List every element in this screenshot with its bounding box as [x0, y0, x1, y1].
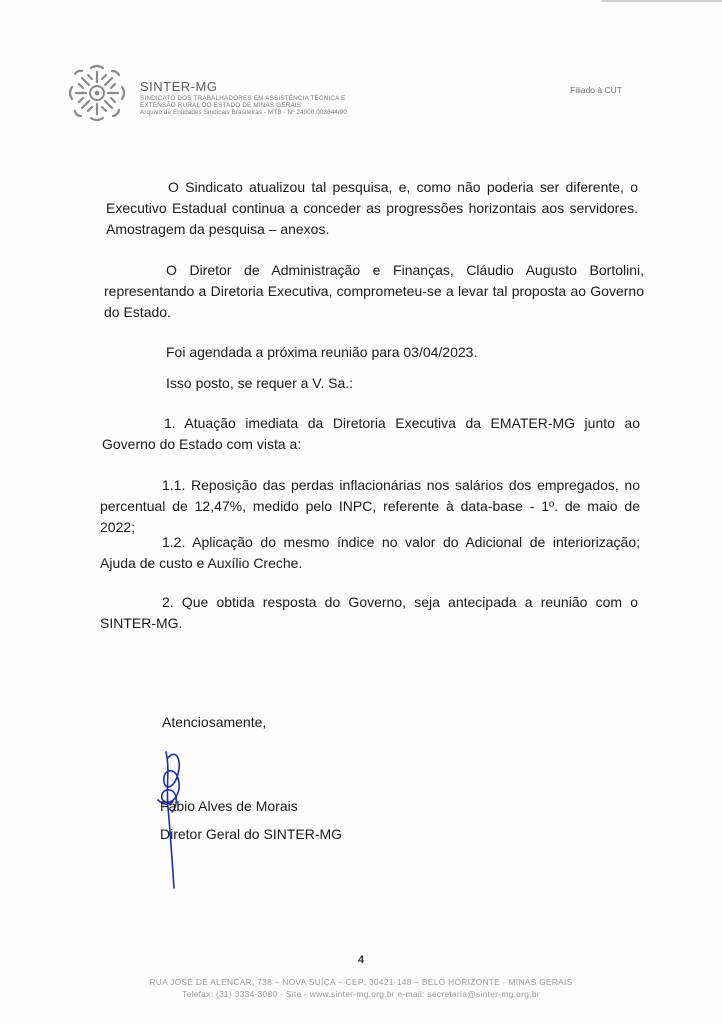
signer-name: Fábio Alves de Morais	[160, 798, 298, 814]
organization-header	[140, 80, 347, 117]
paragraph-6: 1.1. Reposição das perdas inflacionárias nos salários dos empregados, no percentual de 12,47%, medido pelo INPC, referente à data-base - 1º. de maio de 2022;	[100, 477, 640, 535]
paragraph-1: O Sindicato atualizou tal pesquisa, e, como não poderia ser diferente, o Executivo Estadual continua a conceder as progressões horizontais aos servidores. Amostragem da pesquisa – anexos.	[106, 179, 638, 237]
org-registration: Arquivo de Entidades Sindicais Brasileiras - MTB - Nº 24000.003644/90	[140, 109, 347, 117]
paragraph-7: 1.2. Aplicação do mesmo índice no valor do Adicional de interiorização; Ajuda de custo e Auxílio Creche.	[100, 534, 640, 571]
paragraph-3: Foi agendada a próxima reunião para 03/04/2023.	[166, 344, 478, 360]
paragraph-4: Isso posto, se requer a V. Sa.:	[166, 375, 354, 391]
signature-scribble	[148, 748, 198, 893]
salutation: Atenciosamente,	[162, 714, 267, 730]
page-number: 4	[357, 954, 365, 966]
page-footer	[0, 976, 722, 1000]
signer-role: Diretor Geral do SINTER-MG	[160, 826, 343, 842]
paragraph-8: 2. Que obtida resposta do Governo, seja antecipada a reunião com o SINTER-MG.	[100, 594, 638, 631]
paragraph-5: 1. Atuação imediata da Diretoria Executiva da EMATER-MG junto ao Governo do Estado com vista a:	[102, 415, 640, 452]
affiliation-label: Filiado à CUT	[570, 85, 622, 95]
org-full-name-line2: EXTENSÃO RURAL DO ESTADO DE MINAS GERAIS	[140, 102, 302, 110]
org-full-name-line1: SINDICATO DOS TRABALHADORES EM ASSISTÊNCIA TÉCNICA E	[140, 94, 346, 102]
footer-address: RUA JOSÉ DE ALENCAR, 738 – NOVA SUÍÇA – CEP: 30421-148 – BELO HORIZONTE - MINAS GERAIS	[149, 977, 573, 987]
org-name: SINTER-MG	[140, 79, 218, 94]
footer-contact: Telefax: (31) 3334-3080 - Site - www.sinter-mg.org.br e-mail: secretaria@sinter-mg.org.br	[182, 989, 540, 999]
scan-edge-line	[602, 0, 722, 2]
sinter-logo-icon	[66, 62, 128, 124]
paragraph-2: O Diretor de Administração e Finanças, Cláudio Augusto Bortolini, representando a Diretoria Executiva, comprometeu-se a levar tal proposta ao Governo do Estado.	[104, 262, 644, 320]
